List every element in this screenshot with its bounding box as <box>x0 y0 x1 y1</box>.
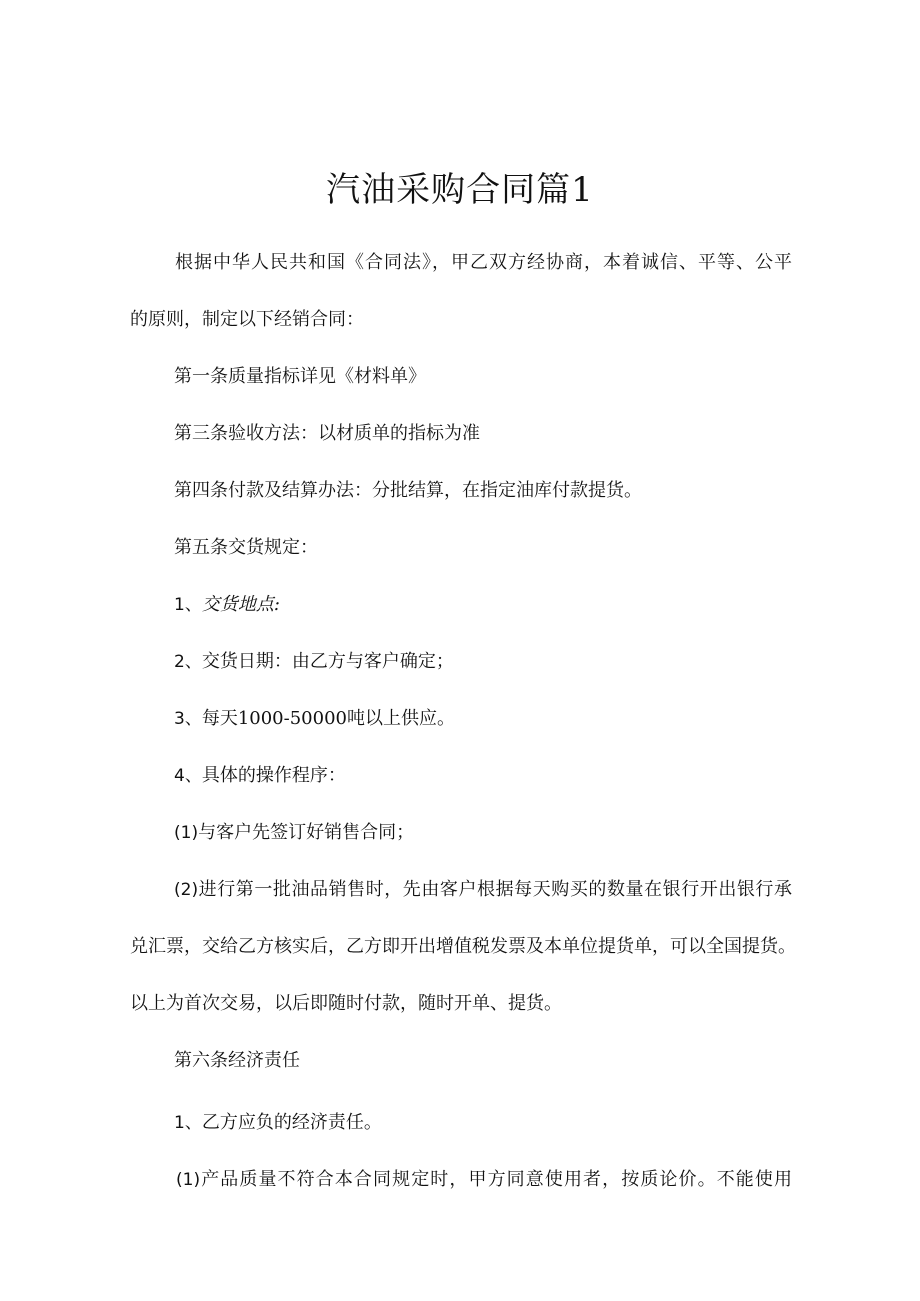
delivery-item-1 <box>174 592 280 618</box>
article-4: 第四条付款及结算办法：分批结算，在指定油库付款提货。 <box>174 480 642 501</box>
step-number: (1) <box>174 823 199 843</box>
procedure-step-2-line-1 <box>130 877 792 903</box>
step-number: (1) <box>176 1170 201 1190</box>
intro-paragraph-line-2: 的原则，制定以下经销合同： <box>130 309 364 330</box>
item-text: 交货地点: <box>201 594 280 615</box>
item-text: 每天1000-50000吨以上供应。 <box>201 708 455 729</box>
item-number: 4、 <box>174 766 202 786</box>
step-text: 进行第一批油品销售时，先由客户根据每天购买的数量在银行开出银行承 <box>198 879 792 900</box>
item-text: 交货日期：由乙方与客户确定； <box>201 651 454 672</box>
document-title: 汽油采购合同篇1 <box>326 170 594 210</box>
delivery-item-2 <box>174 649 454 675</box>
intro-paragraph-line-1 <box>130 250 792 276</box>
delivery-item-3 <box>174 706 455 732</box>
item-text: 具体的操作程序： <box>201 765 346 786</box>
responsibility-sub-1 <box>130 1167 792 1193</box>
item-number: 2、 <box>174 652 202 672</box>
item-number: 3、 <box>174 709 202 729</box>
article-1: 第一条质量指标详见《材料单》 <box>174 366 426 387</box>
item-text: 乙方应负的经济责任。 <box>201 1112 382 1133</box>
step-number: (2) <box>174 880 199 900</box>
item-number: 1、 <box>174 1113 202 1133</box>
intro-text-1: 根据中华人民共和国《合同法》，甲乙双方经协商，本着诚信、平等、公平 <box>174 252 792 273</box>
article-5: 第五条交货规定： <box>174 537 318 558</box>
responsibility-item-1 <box>174 1110 382 1136</box>
item-number: 1、 <box>174 595 202 615</box>
article-6: 第六条经济责任 <box>174 1050 300 1071</box>
article-3: 第三条验收方法：以材质单的指标为准 <box>174 423 480 444</box>
procedure-step-1 <box>174 820 414 846</box>
procedure-step-2-line-3: 以上为首次交易，以后即随时付款，随时开单、提货。 <box>130 993 562 1014</box>
step-text: 产品质量不符合本合同规定时，甲方同意使用者，按质论价。不能使用 <box>200 1169 792 1190</box>
procedure-step-2-line-2: 兑汇票，交给乙方核实后，乙方即开出增值税发票及本单位提货单，可以全国提货。 <box>130 936 796 957</box>
step-text: 与客户先签订好销售合同； <box>198 822 415 843</box>
delivery-item-4 <box>174 763 346 789</box>
